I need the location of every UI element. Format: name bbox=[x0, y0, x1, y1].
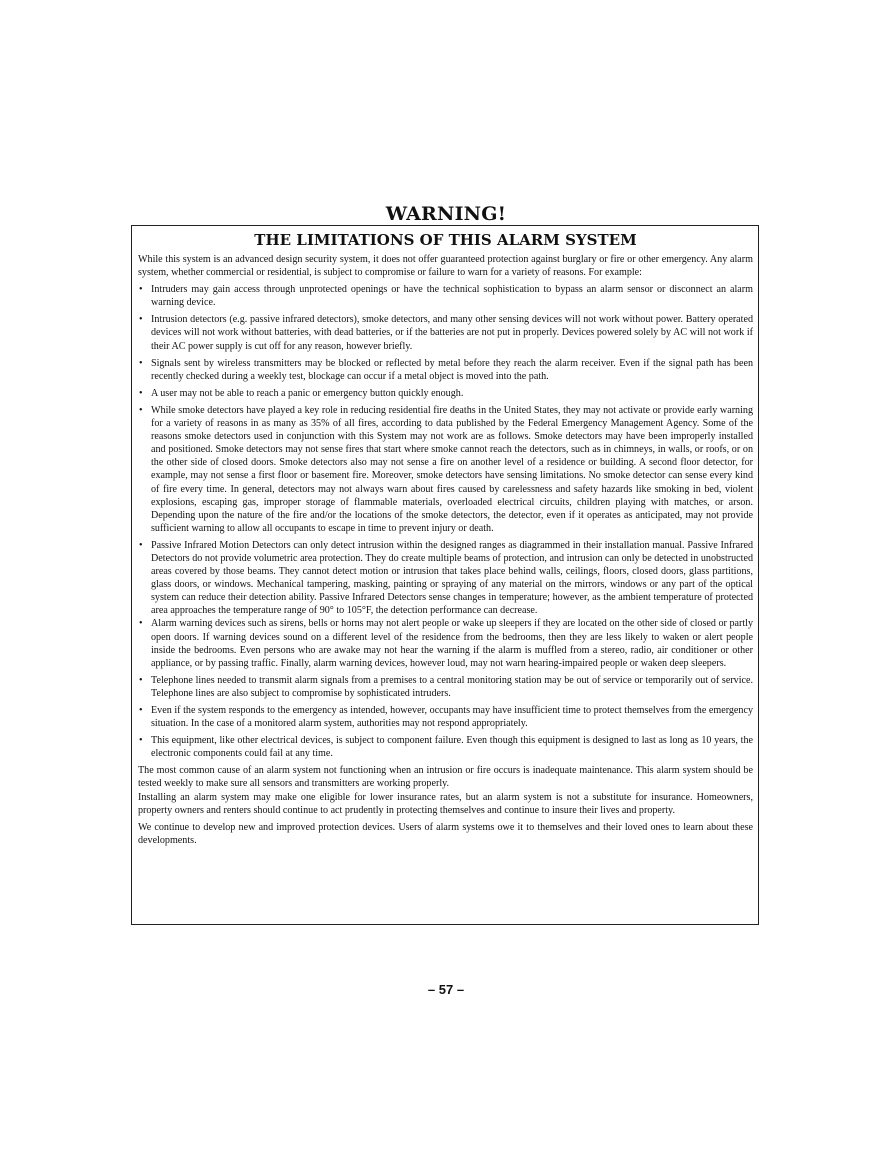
bullet-icon: • bbox=[139, 404, 143, 416]
list-item bbox=[138, 539, 753, 618]
list-item bbox=[138, 313, 753, 352]
list-item bbox=[138, 404, 753, 535]
bullet-icon: • bbox=[139, 618, 143, 630]
closing-paragraph: We continue to develop new and improved protection devices. Users of alarm systems owe it to themselves and their loved ones to learn about these developments. bbox=[138, 821, 753, 846]
intro-paragraph: While this system is an advanced design security system, it does not offer guaranteed protection against burglary or fire or other emergency. Any alarm system, whether commercial or residential, is subject to compromise or failure to warn for a variety of reasons. For example: bbox=[138, 254, 753, 279]
list-item-text: Intrusion detectors (e.g. passive infrared detectors), smoke detectors, and many other sensing devices will not work without power. Battery operated devices will not work without batteries, with dead batteries, or if the batteries are not put in properly. Devices powered solely by AC will not work if their AC power supply is cut off for any reason, however briefly. bbox=[151, 314, 753, 352]
bullet-icon: • bbox=[139, 735, 143, 747]
bullet-icon: • bbox=[139, 357, 143, 369]
list-item bbox=[138, 283, 753, 309]
bullet-icon: • bbox=[139, 314, 143, 326]
list-item bbox=[138, 357, 753, 383]
list-item bbox=[138, 704, 753, 730]
list-item bbox=[138, 387, 753, 400]
list-item-text: Even if the system responds to the emergency as intended, however, occupants may have insufficient time to protect themselves from the emergency situation. In the case of a monitored alarm system, authorities may not respond appropriately. bbox=[151, 705, 753, 730]
bullet-icon: • bbox=[139, 674, 143, 686]
bullet-icon: • bbox=[139, 284, 143, 296]
maintenance-paragraph: The most common cause of an alarm system not functioning when an intrusion or fire occurs is inadequate maintenance. This alarm system should be tested weekly to make sure all sensors and transmitters are working properly. bbox=[138, 765, 753, 790]
list-item-text: Telephone lines needed to transmit alarm signals from a premises to a central monitoring station may be out of service or temporarily out of service. Telephone lines are also subject to compromise by sophisticated intruders. bbox=[151, 674, 753, 699]
box-title: THE LIMITATIONS OF THIS ALARM SYSTEM bbox=[254, 231, 637, 249]
bullet-icon: • bbox=[139, 387, 143, 399]
list-item-text: Signals sent by wireless transmitters may be blocked or reflected by metal before they reach the alarm receiver. Even if the signal path has been recently checked during a weekly test, blockage can occur if a metal object is moved into the path. bbox=[151, 357, 753, 382]
insurance-paragraph: Installing an alarm system may make one eligible for lower insurance rates, but an alarm system is not a substitute for insurance. Homeowners, property owners and renters should continue to act prudently in protecting themselves and continue to insure their lives and property. bbox=[138, 791, 753, 816]
warning-heading: WARNING! bbox=[385, 203, 507, 225]
list-item-text: Passive Infrared Motion Detectors can only detect intrusion within the designed ranges as diagrammed in their installation manual. Passive Infrared Detectors do not provide volumetric area protection. They do create multiple beams of protection, and intrusion can only be detected in unobstructed areas covered by those beams. They cannot detect motion or intrusion that takes place behind walls, ceilings, floors, closed doors, glass partitions, glass doors, or windows. Mechanical tampering, masking, painting or spraying of any material on the mirrors, windows or any part of the optical system can reduce their detection ability. Passive Infrared Detectors sense changes in temperature; however, as the ambient temperature of protected area approaches the temperature range of 90° to 105°F, the detection performance can decrease. bbox=[151, 539, 753, 617]
list-item-text: A user may not be able to reach a panic or emergency button quickly enough. bbox=[151, 387, 464, 399]
list-item-text: While smoke detectors have played a key role in reducing residential fire deaths in the United States, they may not activate or provide early warning for a variety of reasons in as many as 35% of all fires, according to data published by the Federal Emergency Management Agency. Some of the reasons smoke detectors used in conjunction with this System may not work are as follows. Smoke detectors may have been improperly installed and positioned. Smoke detectors may not sense fires that start where smoke cannot reach the detectors, such as in chimneys, in walls, or roofs, or on the other side of closed doors. Smoke detectors also may not sense a fire on another level of a residence or building. A second floor detector, for example, may not sense a first floor or basement fire. Moreover, smoke detectors have sensing limitations. No smoke detector can sense every kind of fire every time. In general, detectors may not always warn about fires caused by carelessness and safety hazards like smoking in bed, violent explosions, escaping gas, improper storage of flammable materials, overloaded electrical circuits, children playing with matches, or arson. Depending upon the nature of the fire and/or the locations of the smoke detectors, the detector, even if it operates as anticipated, may not provide sufficient warning to allow all occupants to escape in time to prevent injury or death. bbox=[151, 404, 753, 534]
list-item bbox=[138, 674, 753, 700]
list-item-text: This equipment, like other electrical devices, is subject to component failure. Even though this equipment is designed to last as long as 10 years, the electronic components could fail at any time. bbox=[151, 735, 753, 760]
list-item bbox=[138, 617, 753, 669]
page-number: – 57 – bbox=[427, 982, 465, 997]
bullet-icon: • bbox=[139, 539, 143, 551]
limitations-box bbox=[131, 225, 759, 925]
list-item-text: Intruders may gain access through unprotected openings or have the technical sophistication to bypass an alarm sensor or disconnect an alarm warning device. bbox=[151, 284, 753, 309]
list-item bbox=[138, 734, 753, 760]
limitations-list bbox=[138, 283, 753, 760]
bullet-icon: • bbox=[139, 705, 143, 716]
list-item-text: Alarm warning devices such as sirens, bells or horns may not alert people or wake up sleepers if they are located on the other side of closed or partly open doors. If warning devices sound on a different level of the residence from the bedrooms, then they are less likely to waken or alert people inside the bedrooms. Even persons who are awake may not hear the warning if the alarm is muffled from a stereo, radio, air conditioner or other appliance, or by passing traffic. Finally, alarm warning devices, however loud, may not warn hearing-impaired people or waken deep sleepers. bbox=[151, 618, 753, 669]
